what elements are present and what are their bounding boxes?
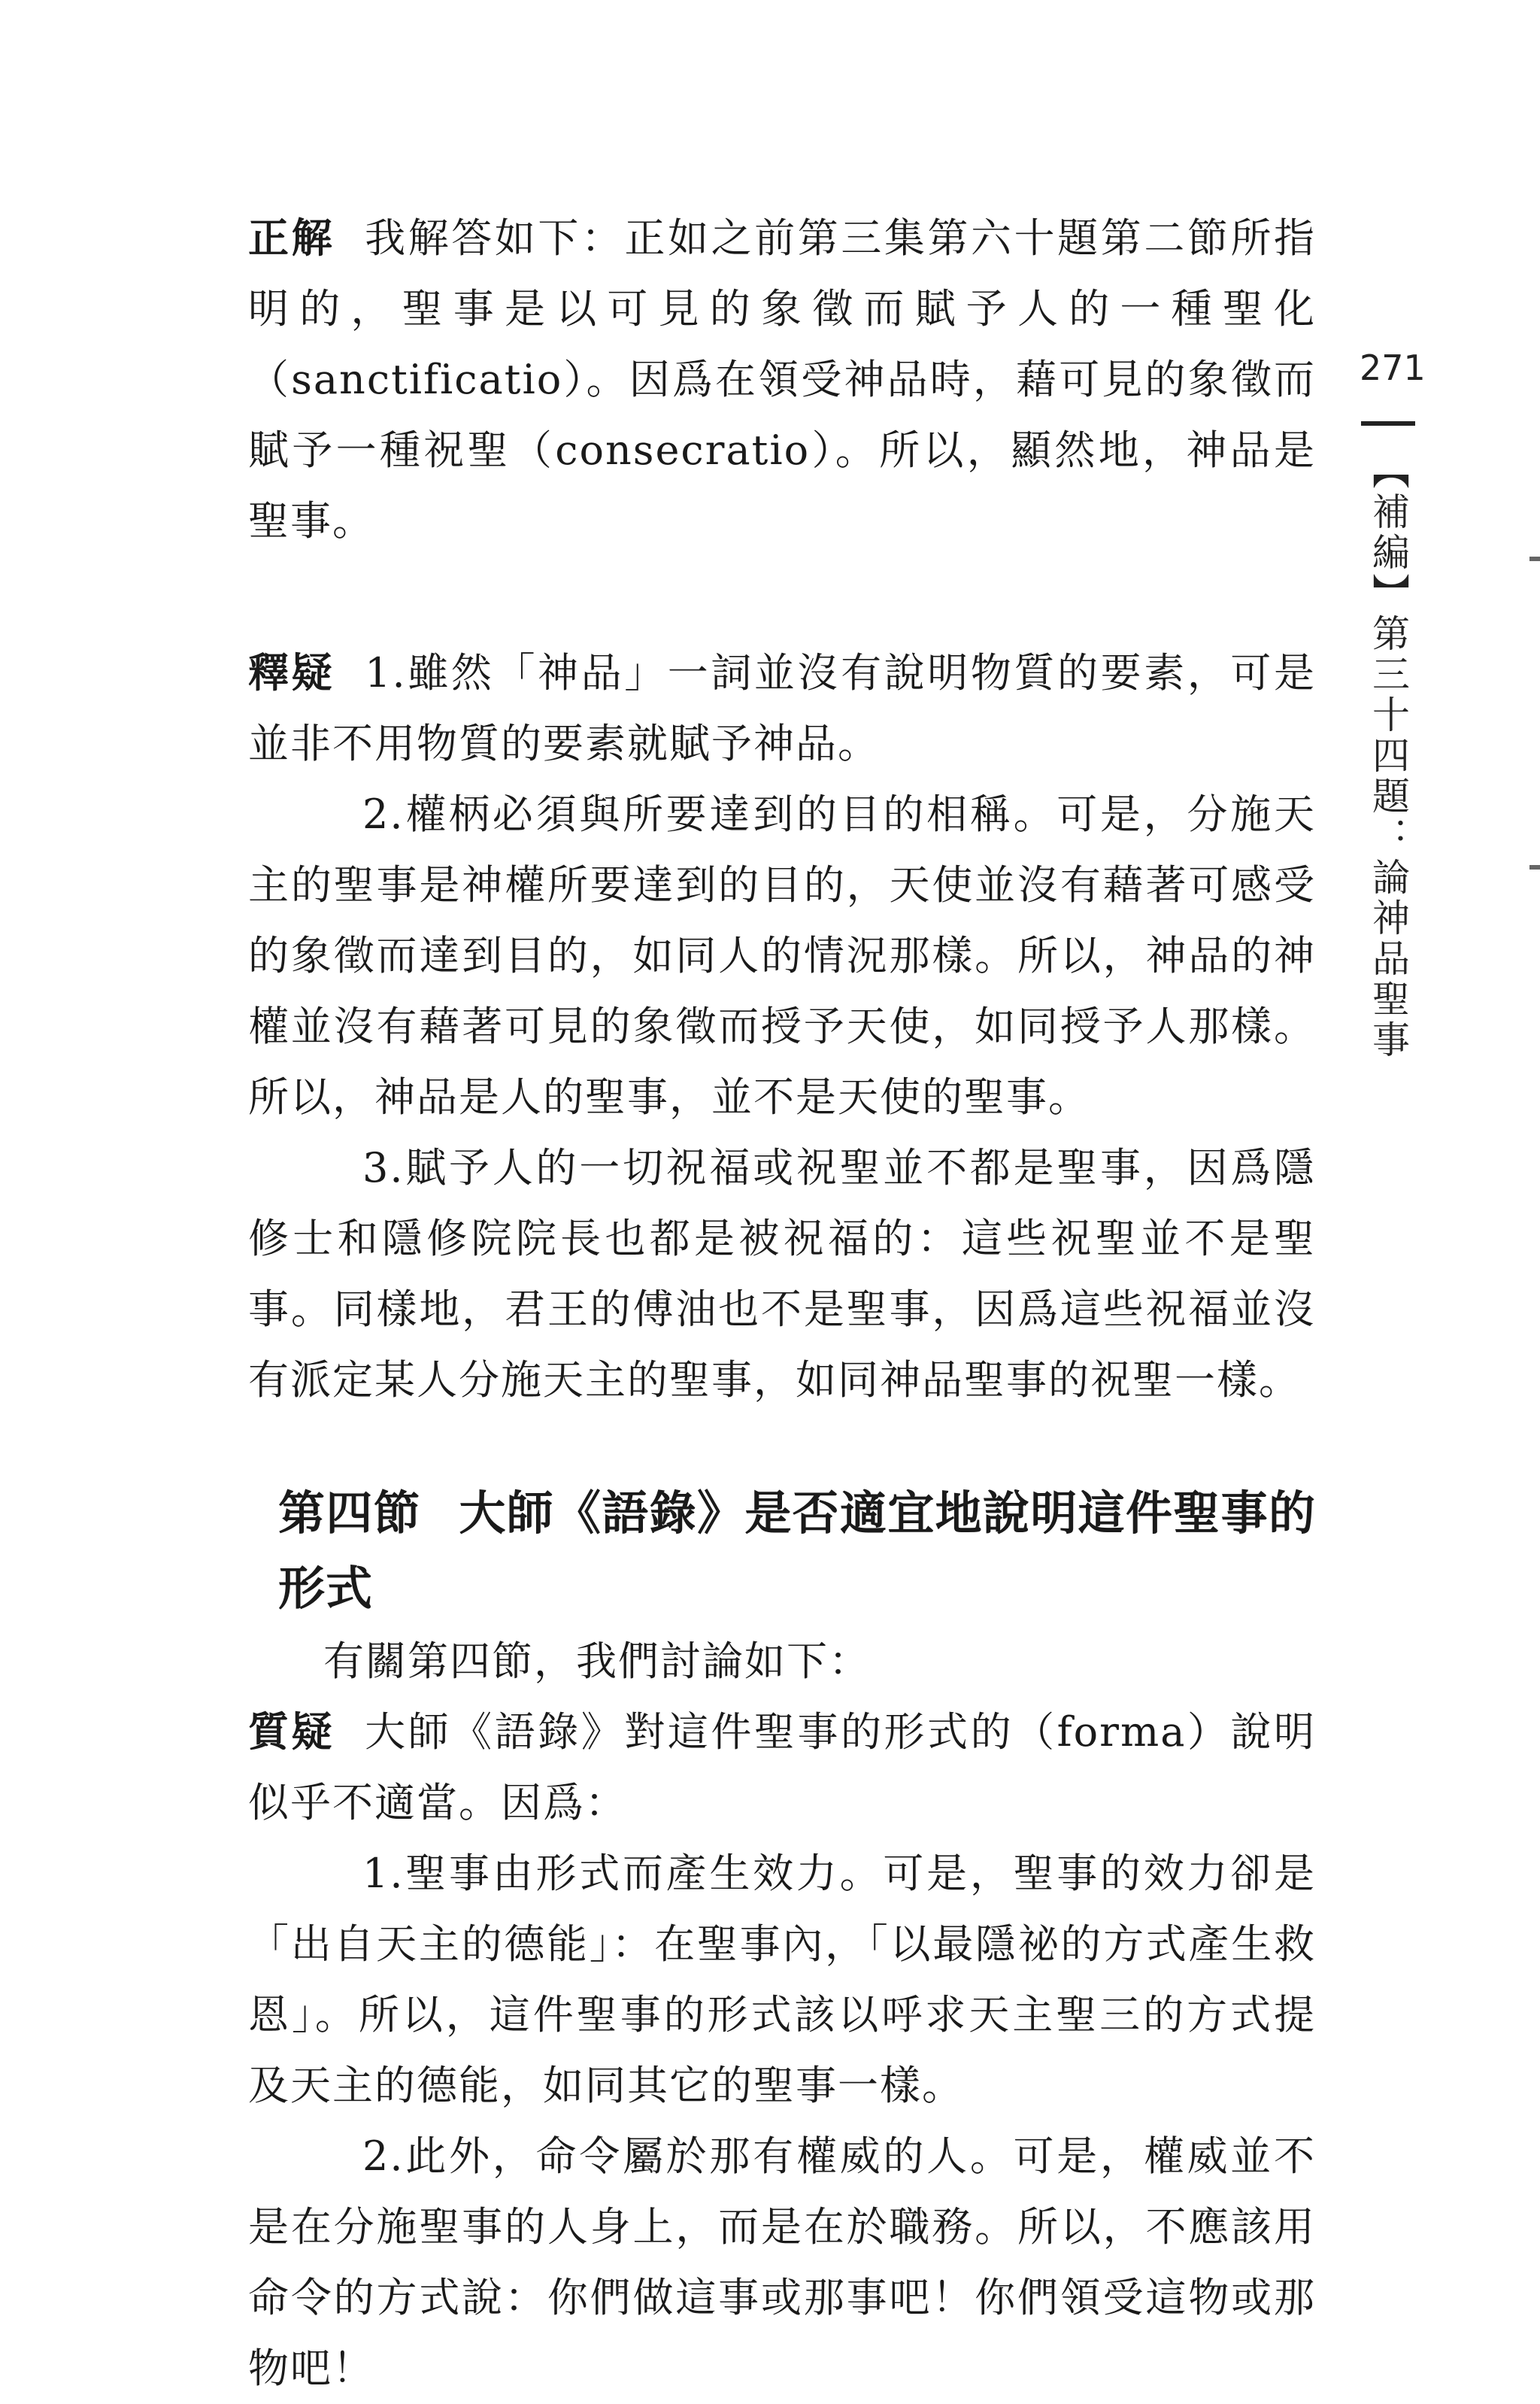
main-text-block [248,203,1316,2404]
question-point-1-text: 1.聖事由形式而產生效力。可是，聖事的效力卻是「出自天主的德能」：在聖事內，「以最隱祕的方式產生救恩」。所以，這件聖事的形式該以呼求天主聖三的方式提及天主的德能，如同其它的聖事一樣。 [248,1850,1316,2109]
objection-paragraph-2 [248,779,1316,1133]
spacer [248,557,1316,638]
objection-paragraph-3 [248,1133,1316,1416]
section-intro-text: 有關第四節，我們討論如下： [323,1638,871,1685]
answer-text: 我解答如下：正如之前第三集第六十題第二節所指明的，聖事是以可見的象徵而賦予人的一種聖化（sanctificatio）。因爲在領受神品時，藉可見的象徵而賦予一種祝聖（consecratio）。所以，顯然地，神品是聖事。 [248,214,1317,545]
answer-paragraph [248,203,1316,557]
objection-text-1: 1.雖然「神品」一詞並沒有說明物質的要素，可是並非不用物質的要素就賦予神品。 [248,649,1316,767]
objection-text-2: 2.權柄必須與所要達到的目的相稱。可是，分施天主的聖事是神權所要達到的目的，天使並沒有藉著可感受的象徵而達到目的，如同人的情況那樣。所以，神品的神權並沒有藉著可見的象徵而授予天使，如同授予人那樣。所以，神品是人的聖事，並不是天使的聖事。 [248,791,1316,1121]
question-point-1 [248,1838,1316,2121]
section-heading [278,1476,1316,1626]
question-paragraph [248,1697,1316,1838]
question-point-2-text: 2.此外，命令屬於那有權威的人。可是，權威並不是在分施聖事的人身上，而是在於職務。所以，不應該用命令的方式說：你們做這事或那事吧！你們領受這物或那物吧！ [248,2132,1316,2392]
edge-mark [1529,865,1540,870]
header-rule [1361,421,1415,426]
question-label: 質疑 [248,1708,335,1756]
objection-text-3: 3.賦予人的一切祝福或祝聖並不都是聖事，因爲隱修士和隱修院院長也都是被祝福的：這些祝聖並不是聖事。同樣地，君王的傅油也不是聖事，因爲這些祝福並沒有派定某人分施天主的聖事，如同神品聖事的祝聖一樣。 [248,1144,1316,1404]
objection-label: 釋疑 [248,649,335,697]
question-point-2 [248,2121,1316,2404]
spacer [248,1416,1316,1476]
objection-paragraph-1 [248,638,1316,779]
section-title-text: 大師《語錄》是否適宜地說明這件聖事的形式 [278,1486,1316,1616]
page-number: 271 [1360,348,1426,388]
section-intro [248,1626,1316,1697]
running-head: 【補編】第三十四題：論神品聖事 [1366,451,1410,1061]
edge-mark [1529,557,1540,561]
section-number: 第四節 [278,1486,421,1540]
answer-label: 正解 [248,214,335,262]
question-text: 大師《語錄》對這件聖事的形式的（forma）說明似乎不適當。因爲： [248,1708,1316,1826]
